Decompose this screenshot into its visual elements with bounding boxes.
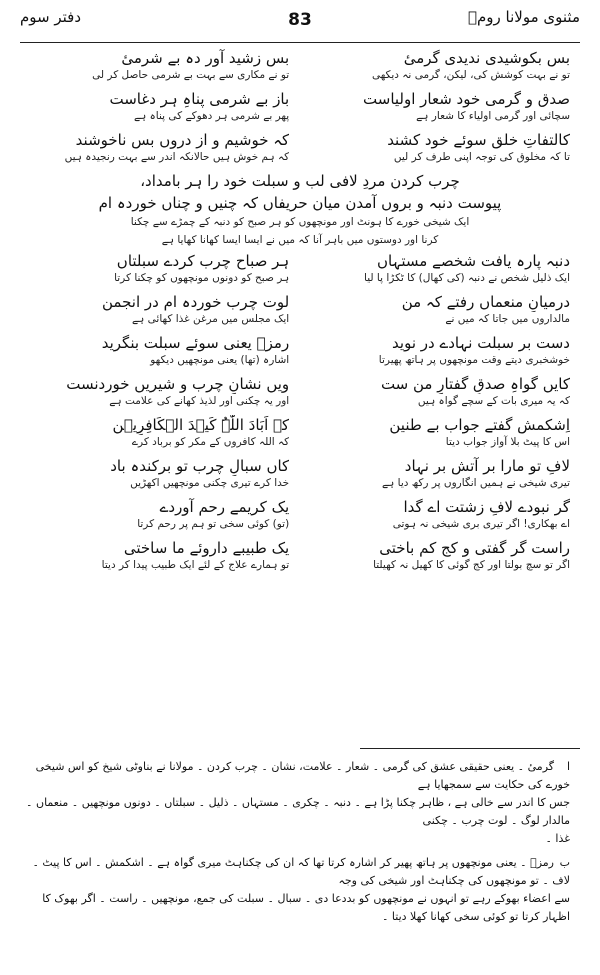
book-title: مثنوی مولانا رومؒ bbox=[468, 8, 580, 26]
translation-line: اور یہ چکنی اور لذیذ کھانے کی علامت ہے bbox=[109, 395, 290, 407]
verse-line: بس بکوشیدی ندیدی گرمیٔ bbox=[403, 49, 570, 67]
verse-line: دست بر سبلت نہادے در نوید bbox=[392, 334, 570, 352]
verse-line: کہ خوشیم و از دروں بس ناخوشند bbox=[75, 131, 290, 149]
translation-line: کرنا اور دوستوں میں باہر آنا کہ میں نے ایسا ایسا کھانا کھایا ہے bbox=[161, 234, 439, 246]
couplet-row bbox=[30, 333, 570, 374]
translation-line: اس کا پیٹ بلا آواز جواب دیتا bbox=[445, 436, 570, 448]
translation-line: کہ ہم خوش ہیں حالانکہ اندر سے بہت رنجیدہ ہیں bbox=[64, 151, 290, 163]
heading-line: پیوست دنبہ و بروں آمدن میان حریفاں کہ چنیں و چناں خوردہ ام bbox=[98, 194, 502, 212]
translation-line: تا کہ مخلوق کی توجہ اپنی طرف کر لیں bbox=[393, 151, 570, 163]
footnote-text: غذا ۔ bbox=[545, 832, 570, 845]
footnote-text: جس کا اندر سے خالی ہے ، ظاہر چکنا پڑا ہے ۔ دنبہ ۔ چکری ۔ مستہاں ۔ ذلیل ۔ سبلتاں ۔ دونوں مونچھیں ۔ منعماں ۔ مالدار لوگ ۔ لوت چرب ۔ چکنی bbox=[26, 796, 570, 827]
verse-line: درمیانِ منعماں رفتے کہ من bbox=[401, 293, 570, 311]
couplet-row bbox=[30, 292, 570, 333]
couplet-row bbox=[30, 130, 570, 171]
translation-line: تو نے بہت کوشش کی، لیکن، گرمی نہ دیکھی bbox=[371, 69, 570, 81]
translation-line: اشارہ (تھا) یعنی مونچھیں دیکھو bbox=[150, 354, 290, 366]
verse-line: باز بے شرمی پناہِ ہر دغاست bbox=[109, 90, 290, 108]
translation-line: تو ہمارے علاج کے لئے ایک طبیب پیدا کر دیتا bbox=[101, 559, 290, 571]
verse-line: کاں سبالِ چرب تو برکندہ باد bbox=[110, 457, 290, 475]
header-rule bbox=[20, 42, 580, 43]
couplet-row bbox=[30, 374, 570, 415]
verse-line: دنبہ پارہ یافت شخصے مستہاں bbox=[376, 252, 570, 270]
footnote bbox=[20, 758, 570, 848]
volume-label: دفتر سوم bbox=[20, 8, 82, 26]
page-number: 83 bbox=[288, 10, 312, 30]
verse-line: صدق و گرمی خود شعار اولیاست bbox=[363, 90, 570, 108]
verse-line: ویں نشانِ چرب و شیریں خوردنست bbox=[66, 375, 290, 393]
translation-line: کہ یہ میری بات کے سچے گواہ ہیں bbox=[417, 395, 570, 407]
page-header bbox=[20, 6, 580, 40]
translation-line: ایک ذلیل شخص نے دنبہ (کی کھال) کا ٹکڑا پا لیا bbox=[364, 272, 570, 284]
couplet-row bbox=[30, 415, 570, 456]
footnotes bbox=[20, 758, 570, 932]
translation-line: اے بھکاری! اگر تیری بری شیخی نہ ہوتی bbox=[392, 518, 570, 530]
couplet-row bbox=[30, 251, 570, 292]
couplet-row bbox=[30, 48, 570, 89]
translation-line: خدا کرے تیری چکنی مونچھیں اکھڑیں bbox=[130, 477, 290, 489]
footnote bbox=[20, 854, 570, 926]
verse-line: کایں گواہِ صدقِ گفتارِ من ست bbox=[380, 375, 570, 393]
translation-line: ایک شیخی خورے کا ہونٹ اور مونچھوں کو ہر صبح کو دنبہ کے چمڑے سے چکنا bbox=[130, 216, 470, 228]
translation-line: مالداروں میں جاتا کہ میں نے bbox=[445, 313, 570, 325]
translation-line: ہر صبح کو دونوں مونچھوں کو چکنا کرتا bbox=[114, 272, 290, 284]
verse-line: اِشکمش گفتے جواب بے طنین bbox=[389, 416, 570, 434]
couplet-row bbox=[30, 89, 570, 130]
footnote-text: سے اعضاء بھوکے رہے تو انہوں نے مونچھوں کو بددعا دی ۔ سبال ۔ سبلت کی جمع، مونچھیں ۔ راست ۔ اگر بھوک کا اظہار کرتا تو کوئی سخی کھانا کھلا دیتا ۔ bbox=[42, 892, 570, 923]
couplet-row bbox=[30, 538, 570, 579]
translation-line: تیری شیخی نے ہمیں انگاروں پر رکھ دیا ہے bbox=[382, 477, 570, 489]
couplet-row bbox=[30, 497, 570, 538]
couplet-row bbox=[30, 456, 570, 497]
verse-line: کالتفاتِ خلق سوئے خود کشند bbox=[387, 131, 570, 149]
footnote-marker: ا bbox=[566, 760, 570, 773]
translation-line: (تو) کوئی سخی تو ہم پر رحم کرتا bbox=[137, 518, 290, 530]
heading-translation bbox=[30, 215, 570, 233]
section-heading bbox=[30, 193, 570, 215]
verse-line: بس زشید آور دہ بے شرمیٔ bbox=[121, 49, 290, 67]
verse-line: لوت چرب خوردہ ام در انجمن bbox=[102, 293, 290, 311]
translation-line: خوشخبری دیتے وقت مونچھوں پر ہاتھ پھیرتا bbox=[378, 354, 570, 366]
translation-line: ایک مجلس میں مرغن غذا کھائی ہے bbox=[132, 313, 290, 325]
verse-line: راست گر گفتی و کج کم باختی bbox=[379, 539, 570, 557]
footnote-text: رمزؔ ۔ یعنی مونچھوں پر ہاتھ پھیر کر اشارہ کرتا تھا کہ ان کی چکناہٹ میری گواہ ہے ۔ اشکمش ۔ اس کا پیٹ ۔ لاف ۔ تو مونچھوں کی چکناہٹ اور شیخی کی وجہ bbox=[32, 856, 570, 887]
verse-line: رمزؔ یعنی سوئے سبلت بنگرید bbox=[101, 334, 290, 352]
translation-line: اگر تو سچ بولتا اور کج گوئی کا کھیل نہ کھیلتا bbox=[373, 559, 570, 571]
translation-line: کہ اللہ کافروں کے مکر کو برباد کرے bbox=[131, 436, 290, 448]
verse-line: یک طبیبے داروئے ما ساختی bbox=[123, 539, 290, 557]
translation-line: سچائی اور گرمی اولیاء کا شعار ہے bbox=[416, 110, 570, 122]
section-heading bbox=[30, 171, 570, 193]
verse-body bbox=[30, 48, 570, 743]
verse-line: گر نبودے لافِ زشتت اے گدا bbox=[403, 498, 570, 516]
footnote-text: گرمیٔ ۔ یعنی حقیقی عشق کی گرمی ۔ شعار ۔ علامت، نشان ۔ چرب کردن ۔ مولانا نے بناوٹی شیخ کو اس شیخی خورے کی حکایت سے سمجھایا ہے bbox=[35, 760, 570, 791]
verse-line: لافِ تو مارا بر آتش بر نہاد bbox=[404, 457, 570, 475]
verse-line: ہر صباح چرب کردے سبلتاں bbox=[116, 252, 290, 270]
verse-line: کہ اَبَادَ اللّٰہُ کَیۡدَ الۡکَافِرِیۡن bbox=[112, 416, 290, 434]
translation-line: تو نے مکاری سے بہت بے شرمی حاصل کر لی bbox=[92, 69, 290, 81]
heading-translation bbox=[30, 233, 570, 251]
translation-line: پھر بے شرمی ہر دھوکے کی پناہ ہے bbox=[133, 110, 290, 122]
heading-line: چرب کردن مردِ لافی لب و سبلت خود را ہر بامداد، bbox=[140, 172, 460, 190]
footnote-marker: ب bbox=[559, 856, 570, 869]
verse-line: یک کریمے رحم آوردے bbox=[159, 498, 290, 516]
footnote-rule bbox=[360, 748, 580, 749]
